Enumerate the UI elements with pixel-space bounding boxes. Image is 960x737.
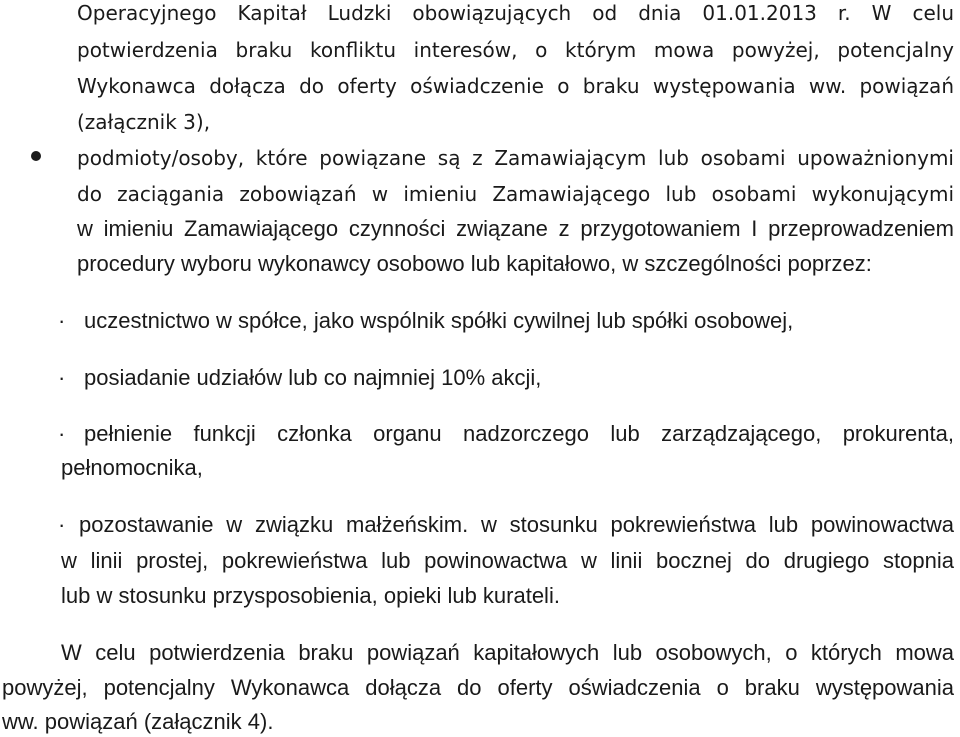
bullet-line: w imieniu Zamawiającego czynności związane z przygotowaniem I przeprowadzeniem [77,216,954,241]
subitem-text: posiadanie udziałów lub co najmniej 10% akcji, [84,365,542,390]
subitem-text: pełnomocnika, [61,455,203,480]
subitem-marker: · [58,308,66,333]
subitem-text: lub w stosunku przysposobienia, opieki lub kurateli. [61,583,560,608]
subitem-text: pełnienie funkcji członka organu nadzorczego lub zarządzającego, prokurenta, [84,421,954,446]
bullet-line: do zaciągania zobowiązań w imieniu Zamawiającego lub osobami wykonującymi [77,182,954,206]
subitem-text: uczestnictwo w spółce, jako wspólnik spółki cywilnej lub spółki osobowej, [84,308,794,333]
paragraph-line: Wykonawca dołącza do oferty oświadczenie o braku występowania ww. powiązań [77,74,954,98]
paragraph-line: Operacyjnego Kapitał Ludzki obowiązujących od dnia 01.01.2013 r. W celu [77,1,954,25]
bullet-line: procedury wyboru wykonawcy osobowo lub kapitałowo, w szczególności poprzez: [77,251,872,276]
subitem-marker: · [58,365,66,390]
closing-line: ww. powiązań (załącznik 4). [2,709,274,734]
bullet-icon [31,151,41,161]
subitem-marker: · [58,512,66,537]
subitem-text: pozostawanie w związku małżeńskim. w stosunku pokrewieństwa lub powinowactwa [79,512,954,537]
subitem-text: w linii prostej, pokrewieństwa lub powinowactwa w linii bocznej do drugiego stopnia [61,548,954,573]
subitem-marker: · [58,421,66,446]
closing-line: W celu potwierdzenia braku powiązań kapitałowych lub osobowych, o których mowa [61,640,954,665]
paragraph-line: potwierdzenia braku konfliktu interesów, o którym mowa powyżej, potencjalny [77,38,954,62]
closing-line: powyżej, potencjalny Wykonawca dołącza do oferty oświadczenia o braku występowania [2,675,954,700]
paragraph-line: (załącznik 3), [77,110,211,134]
bullet-line: podmioty/osoby, które powiązane są z Zamawiającym lub osobami upoważnionymi [77,146,954,170]
